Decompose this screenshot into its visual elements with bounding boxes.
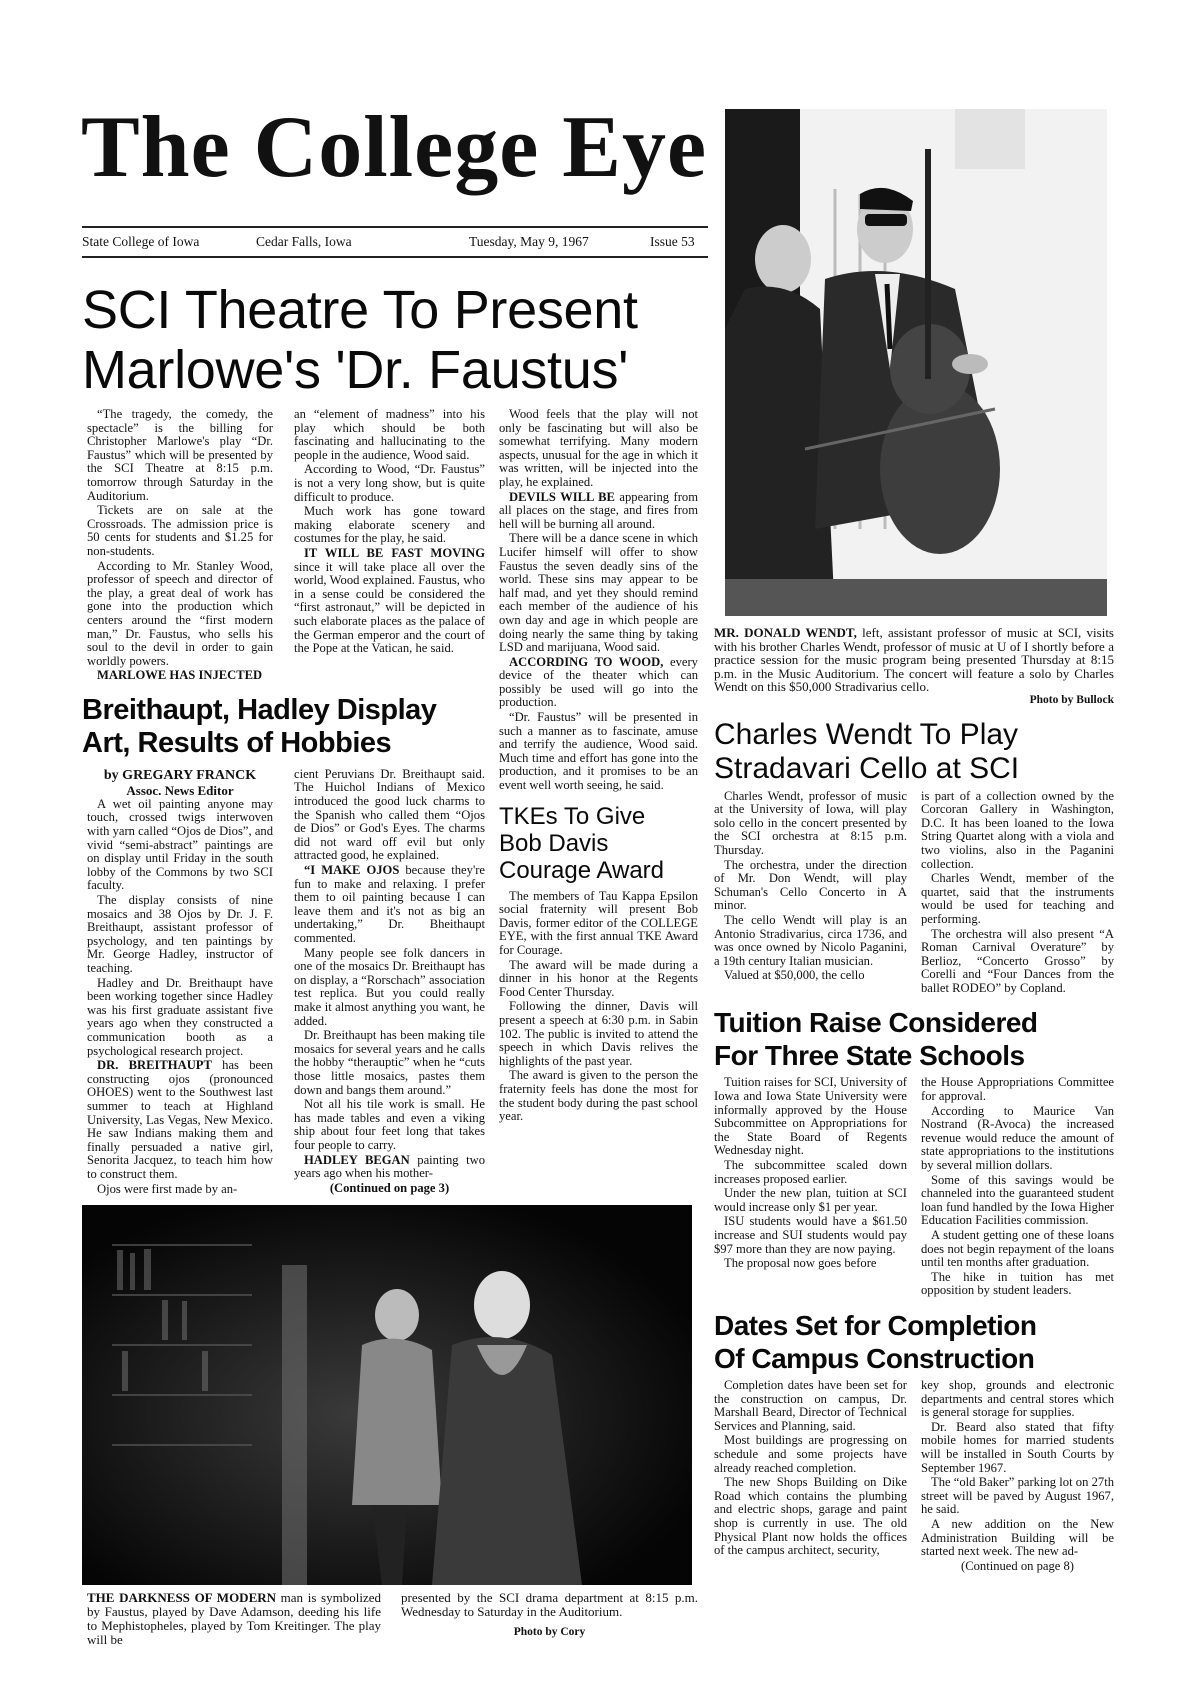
faustus-column-2 <box>294 408 485 657</box>
article-paragraph <box>294 947 485 1029</box>
article-paragraph <box>87 504 273 558</box>
paragraph-text: ISU students would have a $61.50 increase and SUI students would pay $97 more than they are now paying. <box>714 1214 907 1256</box>
school-name: State College of Iowa <box>82 234 200 249</box>
article-paragraph <box>294 408 485 462</box>
dateline-bar <box>82 226 708 258</box>
faustus-column-3 <box>499 408 698 793</box>
headline-line: Bob Davis <box>499 829 609 857</box>
article-paragraph <box>921 1271 1114 1298</box>
paragraph-text: Tickets are on sale at the Crossroads. The admission price is 50 cents for students and $1.25 for non-students. <box>87 503 273 558</box>
paragraph-text: Valued at $50,000, the cello <box>724 968 865 983</box>
headline-line: TKEs To Give <box>499 802 646 830</box>
paragraph-text: cient Peruvians Dr. Breithaupt said. The Huichol Indians of Mexico introduced the good luck charms to the Spanish who called them “Ojos de Dios” or God's Eyes. The charms did not ward off evil but only attracted good, he explained. <box>294 766 485 863</box>
article-paragraph <box>714 1434 907 1475</box>
faustus-play-photo <box>82 1205 692 1585</box>
paragraph-text: painting two years ago when his mother- <box>294 1152 485 1181</box>
article-paragraph <box>294 463 485 504</box>
article-paragraph <box>294 1098 485 1152</box>
left-wide-block <box>82 407 490 1197</box>
article-paragraph <box>294 1029 485 1097</box>
wendt-photo-caption <box>714 626 1114 708</box>
article-paragraph <box>714 1257 907 1271</box>
paragraph-text: The members of Tau Kappa Epsilon social fraternity will present Bob Davis, former editor of the COLLEGE EYE, with the first annual TKE Award for Courage. <box>499 888 698 957</box>
article-paragraph <box>499 959 698 1000</box>
paragraph-lead-in: HADLEY BEGAN <box>304 1152 410 1167</box>
tuition-columns <box>714 1076 1114 1299</box>
article-paragraph <box>294 768 485 863</box>
paragraph-lead-in: DEVILS WILL BE <box>509 489 615 504</box>
article-paragraph <box>921 1229 1114 1270</box>
paragraph-text: Much work has gone toward making elaborate scenery and costumes for the play, he said. <box>294 504 485 546</box>
right-region <box>714 109 1114 1574</box>
paragraph-lead-in: ACCORDING TO WOOD, <box>509 654 664 669</box>
article-paragraph <box>921 928 1114 996</box>
article-paragraph <box>714 1476 907 1558</box>
cello-column-1 <box>714 790 907 984</box>
cello-headline <box>714 718 1114 786</box>
wendt-cello-photo <box>725 109 1107 616</box>
article-paragraph <box>499 1000 698 1068</box>
paragraph-text: A wet oil painting anyone may touch, crossed twigs interwoven with yarn called “Ojos de Dios”, and vivid “semi-abstract” paintings are on display until Friday in the south lobby of the Commons by two SCI faculty. <box>87 796 273 893</box>
cello-columns <box>714 790 1114 997</box>
article-paragraph <box>714 1159 907 1186</box>
tuition-column-2 <box>921 1076 1114 1299</box>
newspaper-masthead: The College Eye <box>80 99 707 196</box>
paragraph-text: Following the dinner, Davis will present a speech at 6:30 p.m. in Sabin 102. The public is invited to attend the speech in which Davis relives the highlights of the past year. <box>499 999 698 1068</box>
article-paragraph <box>294 547 485 656</box>
article-paragraph <box>714 1187 907 1214</box>
paragraph-text: Most buildings are progressing on schedule and some projects have already reached completion. <box>714 1433 907 1475</box>
article-paragraph <box>294 864 485 946</box>
paragraph-text: Ojos were first made by an- <box>97 1181 238 1196</box>
paragraph-text: There will be a dance scene in which Lucifer himself will offer to show Faustus the seven deadly sins of the world. These sins may appear to be half mad, and yet they should remind each member of the audience of his own day and age in which people are doing nearly the same thing by taking LSD and marijuana, Wood said. <box>499 531 698 655</box>
headline-line: Stradavari Cello at SCI <box>714 751 1020 785</box>
breithaupt-column-1-body <box>87 798 273 1196</box>
article-paragraph <box>294 505 485 546</box>
faustus-headline <box>82 280 698 400</box>
paragraph-text: The new Shops Building on Dike Road which contains the plumbing and electric shops, garage and paint shop is currently in use. The old Physical Plant now holds the offices of the campus architect, security, <box>714 1475 907 1558</box>
paragraph-lead-in: DR. BREITHAUPT <box>97 1058 212 1073</box>
paragraph-text: Dr. Beard also stated that fifty mobile homes for married students will be installed in South Courts by September 1967. <box>921 1419 1114 1475</box>
paragraph-text: Many people see folk dancers in one of the mosaics Dr. Breithaupt has on display, a “Rorschach” association test replica. But you could really make it almost anything you want, he added. <box>294 945 485 1028</box>
article-paragraph <box>87 560 273 669</box>
construction-columns <box>714 1379 1114 1574</box>
paragraph-text: Not all his tile work is small. He has made tables and even a viking ship about four feet long that takes four people to carry. <box>294 1097 485 1152</box>
article-paragraph <box>87 977 273 1059</box>
paragraph-text: Tuition raises for SCI, University of Iowa and Iowa State University were informally approved by the House Subcommittee on Appropriations for the State Board of Regents Wednesday night. <box>714 1075 907 1158</box>
issue-date: Tuesday, May 9, 1967 <box>469 234 589 249</box>
article-paragraph <box>714 969 907 983</box>
headline-line: Dates Set for Completion <box>714 1309 1037 1341</box>
paragraph-text: the House Appropriations Committee for approval. <box>921 1075 1114 1104</box>
article-paragraph <box>921 1518 1114 1559</box>
photo-credit: Photo by Bullock <box>1029 693 1114 706</box>
breithaupt-column-2-body <box>294 768 485 1181</box>
faustus-photo-caption-1 <box>87 1591 381 1647</box>
paragraph-text: Completion dates have been set for the construction on campus, Dr. Marshall Beard, Director of Technical Services and Planning, said. <box>714 1377 907 1433</box>
headline-line: Courage Award <box>499 856 664 884</box>
faustus-photo-captions <box>87 1591 698 1647</box>
paragraph-text: The award is given to the person the fraternity feels has done the most for the student body during the past school year. <box>499 1068 698 1124</box>
headline-line: Breithaupt, Hadley Display <box>82 693 437 726</box>
left-region <box>82 280 698 1647</box>
article-paragraph <box>499 491 698 532</box>
headline-line: Tuition Raise Considered <box>714 1007 1038 1039</box>
caption-lead: MR. DONALD WENDT, <box>714 625 857 640</box>
article-paragraph <box>921 1421 1114 1475</box>
breithaupt-column-1 <box>87 768 273 1197</box>
article-paragraph <box>499 656 698 710</box>
article-paragraph <box>714 790 907 858</box>
paragraph-text: A new addition on the New Administration Building will be started next week. The new ad- <box>921 1516 1114 1559</box>
article-paragraph <box>87 408 273 503</box>
issue-number: Issue 53 <box>650 234 695 249</box>
paragraph-text: A student getting one of these loans does not begin repayment of the loans until ten months after graduation. <box>921 1228 1114 1270</box>
headline-line: SCI Theatre To Present <box>82 280 638 340</box>
paragraph-text: Wood feels that the play will not only be fascinating but will also be somewhat terrifying. Many modern aspects, unusual for the age in which it was written, will be injected into the play, he explained. <box>499 407 698 489</box>
paragraph-text: appearing from all places on the stage, and fires from hell will be burning all around. <box>499 489 698 531</box>
article-paragraph <box>921 1105 1114 1173</box>
photo-credit: Photo by Cory <box>513 1626 586 1639</box>
headline-line: Marlowe's 'Dr. Faustus' <box>82 340 629 400</box>
paragraph-text: key shop, grounds and electronic departments and central stores which is general storage for supplies. <box>921 1377 1114 1420</box>
construction-headline <box>714 1309 1114 1375</box>
paragraph-text: an “element of madness” into his play which should be both fascinating and hallucinating to the people in the audience, Wood said. <box>294 407 485 462</box>
paragraph-text: According to Wood, “Dr. Faustus” is not a very long show, but is quite difficult to produce. <box>294 462 485 504</box>
tke-headline <box>499 803 698 884</box>
article-paragraph <box>921 1379 1114 1420</box>
paragraph-lead-in: IT WILL BE FAST MOVING <box>304 545 485 560</box>
paragraph-text: According to Mr. Stanley Wood, professor of speech and director of the play, a great deal of work has gone into the production which centers around the “first modern man,” Dr. Faustus, who sells his soul to the devil in order to gain worldly powers. <box>87 558 273 668</box>
paragraph-text: Charles Wendt, professor of music at the University of Iowa, will play solo cello in the concert presented by the SCI orchestra at 8:15 p.m. Thursday. <box>714 788 907 857</box>
city-name: Cedar Falls, Iowa <box>256 234 352 249</box>
paragraph-text: The cello Wendt will play is an Antonio Stradivarius, circa 1736, and was once owned by Nicolo Paganini, a 19th century Italian musician. <box>714 912 907 968</box>
caption-text: left, assistant professor of music at SCI, visits with his brother Charles Wendt, professor of music at U of I shortly before a practice session for the music program being presented Thursday at 8:15 p.m. in the Music Auditorium. The concert will feature a solo by Charles Wendt on this $50,000 Stradivarius cello. <box>714 625 1114 695</box>
article-paragraph <box>499 711 698 793</box>
article-paragraph <box>87 798 273 893</box>
article-paragraph <box>921 1174 1114 1228</box>
article-paragraph <box>87 1183 273 1197</box>
breithaupt-column-2 <box>294 768 485 1196</box>
paragraph-text: “Dr. Faustus” will be presented in such a manner as to fascinate, amuse and terrify the audience, Wood said. Much time and effort has gone into the production, and it promises to be an event well worth seeing, he said. <box>499 710 698 793</box>
paragraph-text: The “old Baker” parking lot on 27th street will be paved by August 1967, he said. <box>921 1475 1114 1517</box>
construction-column-1 <box>714 1379 907 1559</box>
paragraph-text: Some of this savings would be channeled into the guaranteed student loan fund handled by the Iowa Higher Education Facilities commission. <box>921 1172 1114 1228</box>
paragraph-text: The orchestra, under the direction of Mr. Don Wendt, will play Schuman's Cello Concerto in A minor. <box>714 857 907 913</box>
left-body-row <box>82 408 698 1197</box>
article-paragraph <box>921 790 1114 872</box>
paragraph-text: because they're fun to make and relaxing. I prefer them to oil painting because I can leave them and it's not as big an undertaking,” Dr. Bheithaupt commented. <box>294 863 485 945</box>
caption-text: presented by the SCI drama department at 8:15 p.m. Wednesday to Saturday in the Auditorium. <box>401 1590 698 1620</box>
article-paragraph <box>714 1076 907 1158</box>
tuition-headline <box>714 1006 1114 1072</box>
article-paragraph <box>87 669 273 683</box>
left-narrow-block <box>499 408 698 1125</box>
caption-lead: THE DARKNESS OF MODERN <box>87 1590 277 1606</box>
headline-line: Charles Wendt To Play <box>714 717 1019 751</box>
article-paragraph <box>921 1076 1114 1103</box>
paragraph-text: Charles Wendt, member of the quartet, said that the instruments would be used for teaching and performing. <box>921 871 1114 926</box>
photo-image <box>725 109 1107 616</box>
faustus-column-1 <box>87 408 273 684</box>
article-paragraph <box>714 914 907 968</box>
tke-column <box>499 890 698 1124</box>
construction-column-2-body <box>921 1379 1114 1559</box>
construction-column-2 <box>921 1379 1114 1574</box>
paragraph-text: The proposal now goes before <box>724 1256 877 1271</box>
faustus-columns <box>87 408 490 684</box>
continued-note: (Continued on page 3) <box>329 1180 450 1195</box>
article-paragraph <box>87 894 273 976</box>
byline: by GREGARY FRANCK <box>103 767 257 783</box>
article-paragraph <box>499 532 698 654</box>
headline-line: Of Campus Construction <box>714 1342 1035 1374</box>
breithaupt-columns <box>87 768 490 1197</box>
cello-column-2 <box>921 790 1114 997</box>
paragraph-text: The display consists of nine mosaics and 38 Ojos by Dr. J. F. Breithaupt, assistant professor of psychology, and ten paintings by Mr. George Hadley, instructor of teaching. <box>87 893 273 975</box>
article-paragraph <box>714 1215 907 1256</box>
paragraph-text: The award will be made during a dinner in his honor at the Regents Food Center Thursday. <box>499 957 698 999</box>
headline-line: Art, Results of Hobbies <box>82 726 392 759</box>
paragraph-text: is part of a collection owned by the Corcoran Gallery in Washington, D.C. It has been loaned to the Iowa String Quartet along with a viola and two violins, also in the Paganini collection. <box>921 788 1114 871</box>
article-paragraph <box>87 1059 273 1181</box>
article-paragraph <box>714 1379 907 1433</box>
paragraph-text: According to Maurice Van Nostrand (R-Avoca) the increased revenue would reduce the amount of state appropriations to the institutions by several million dollars. <box>921 1103 1114 1173</box>
byline-title: Assoc. News Editor <box>126 782 234 798</box>
photo-image <box>82 1205 692 1585</box>
article-paragraph <box>499 890 698 958</box>
tuition-column-1 <box>714 1076 907 1271</box>
article-paragraph <box>921 1476 1114 1517</box>
article-paragraph <box>499 1069 698 1123</box>
paragraph-lead-in: MARLOWE HAS INJECTED <box>97 668 263 683</box>
paragraph-text: The hike in tuition has met opposition by student leaders. <box>921 1269 1114 1298</box>
paragraph-text: Dr. Breithaupt has been making tile mosaics for several years and he calls the hobby “therauptic” when he “cuts those little mosaics, pastes them down and bangs them around.” <box>294 1028 485 1097</box>
paragraph-text: The orchestra will also present “A Roman Carnival Overature” by Berlioz, “Concerto Grosso” by Corelli and “Four Dances from the ballet RODEO” by Copland. <box>921 926 1114 995</box>
paragraph-text: since it will take place all over the world, Wood explained. Faustus, who in a sense could be considered the “first astronaut,” will be depicted in such elaborate places as the palace of the German emperor and the court of the Pope at the Vatican, he said. <box>294 559 485 656</box>
article-paragraph <box>714 859 907 913</box>
caption-text: man is symbolized by Faustus, played by Dave Adamson, deeding his life to Mephistopheles, played by Tom Kreitinger. The play will be <box>87 1590 381 1648</box>
continued-note: (Continued on page 8) <box>961 1558 1074 1573</box>
paragraph-text: “The tragedy, the comedy, the spectacle” is the billing for Christopher Marlowe's play “Dr. Faustus” which will be presented by the SCI Theatre at 8:15 p.m. tomorrow through Saturday in the Auditorium. <box>87 407 273 503</box>
article-paragraph <box>499 408 698 490</box>
paragraph-text: Under the new plan, tuition at SCI would increase only $1 per year. <box>714 1186 907 1214</box>
paragraph-text: has been constructing ojos (pronounced OHOES) went to the Southwest last summer to teach at Highland University, Las Vegas, New Mexico. He saw Indians making them and finally persuaded a native girl, Senorita Jacquez, to teach him how to construct them. <box>87 1058 273 1181</box>
paragraph-text: Hadley and Dr. Breithaupt have been working together since Hadley was his first graduate assistant five years ago when they constructed a communication booth as a psychological research project. <box>87 975 273 1058</box>
paragraph-lead-in: “I MAKE OJOS <box>304 863 400 878</box>
article-paragraph <box>921 872 1114 926</box>
article-paragraph <box>294 1154 485 1181</box>
paragraph-text: every device of the theater which can possibly be used will go into the production. <box>499 654 698 710</box>
headline-line: For Three State Schools <box>714 1040 1025 1072</box>
breithaupt-headline <box>82 694 487 760</box>
faustus-photo-caption-2 <box>401 1591 698 1639</box>
paragraph-text: The subcommittee scaled down increases proposed earlier. <box>714 1158 907 1186</box>
